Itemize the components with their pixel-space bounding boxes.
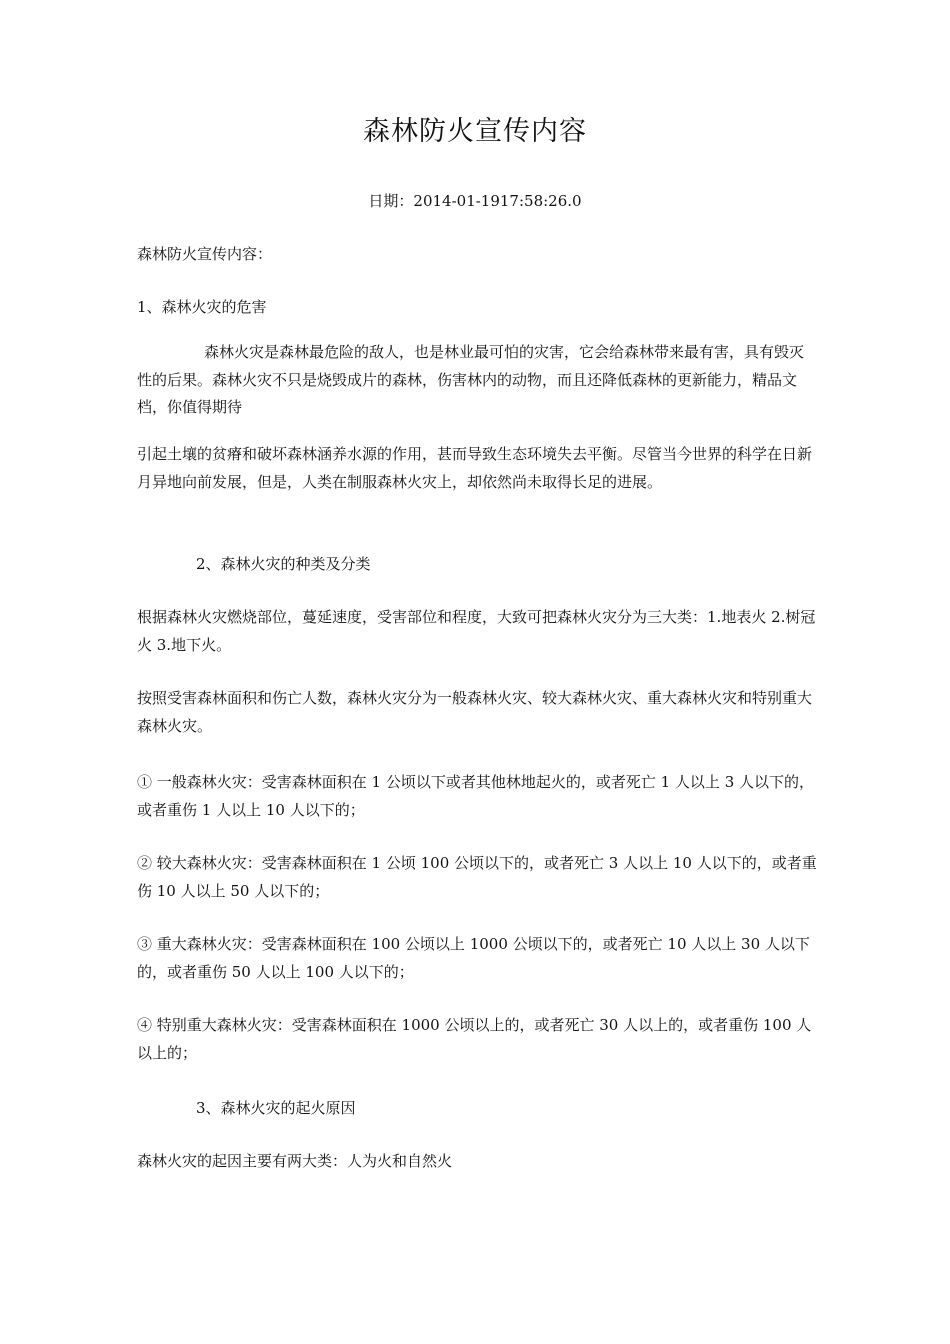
paragraph-harm-2: 引起土壤的贫瘠和破坏森林涵养水源的作用，甚而导致生态环境失去平衡。尽管当今世界的科学在日新月异地向前发展，但是，人类在制服森林火灾上，却依然尚未取得长足的进展。 bbox=[137, 445, 813, 491]
document-date: 日期：2014-01-1917:58:26.0 bbox=[368, 192, 582, 210]
paragraph-harm-1: 森林火灾是森林最危险的敌人，也是林业最可怕的灾害，它会给森林带来最有害，具有毁灭性的后果。森林火灾不只是烧毁成片的森林，伤害林内的动物，而且还降低森林的更新能力，精品文档，你值得期待 bbox=[137, 343, 805, 416]
document-title: 森林防火宣传内容 bbox=[363, 116, 587, 147]
list-item-general-fire: ① 一般森林火灾：受害森林面积在 1 公顷以下或者其他林地起火的，或者死亡 1 人以上 3 人以下的，或者重伤 1 人以上 10 人以下的； bbox=[137, 773, 815, 819]
list-item-larger-fire: ② 较大森林火灾：受害森林面积在 1 公顷 100 公顷以下的，或者死亡 3 人以上 10 人以下的，或者重伤 10 人以上 50 人以下的； bbox=[137, 854, 817, 900]
intro-heading: 森林防火宣传内容： bbox=[137, 245, 273, 263]
section-heading-2: 2、森林火灾的种类及分类 bbox=[196, 555, 371, 573]
paragraph-types: 根据森林火灾燃烧部位，蔓延速度，受害部位和程度，大致可把森林火灾分为三大类：1.地表火 2.树冠火 3.地下火。 bbox=[137, 608, 816, 654]
paragraph-classification: 按照受害森林面积和伤亡人数，森林火灾分为一般森林火灾、较大森林火灾、重大森林火灾和特别重大森林火灾。 bbox=[137, 689, 813, 735]
list-item-extraordinary-fire: ④ 特别重大森林火灾：受害森林面积在 1000 公顷以上的，或者死亡 30 人以上的，或者重伤 100 人以上的； bbox=[137, 1016, 812, 1062]
section-heading-3: 3、森林火灾的起火原因 bbox=[196, 1099, 356, 1117]
paragraph-causes: 森林火灾的起因主要有两大类：人为火和自然火 bbox=[137, 1152, 453, 1170]
section-heading-1: 1、森林火灾的危害 bbox=[137, 298, 267, 316]
list-item-major-fire: ③ 重大森林火灾：受害森林面积在 100 公顷以上 1000 公顷以下的，或者死亡 10 人以上 30 人以下的，或者重伤 50 人以上 100 人以下的； bbox=[137, 935, 810, 981]
